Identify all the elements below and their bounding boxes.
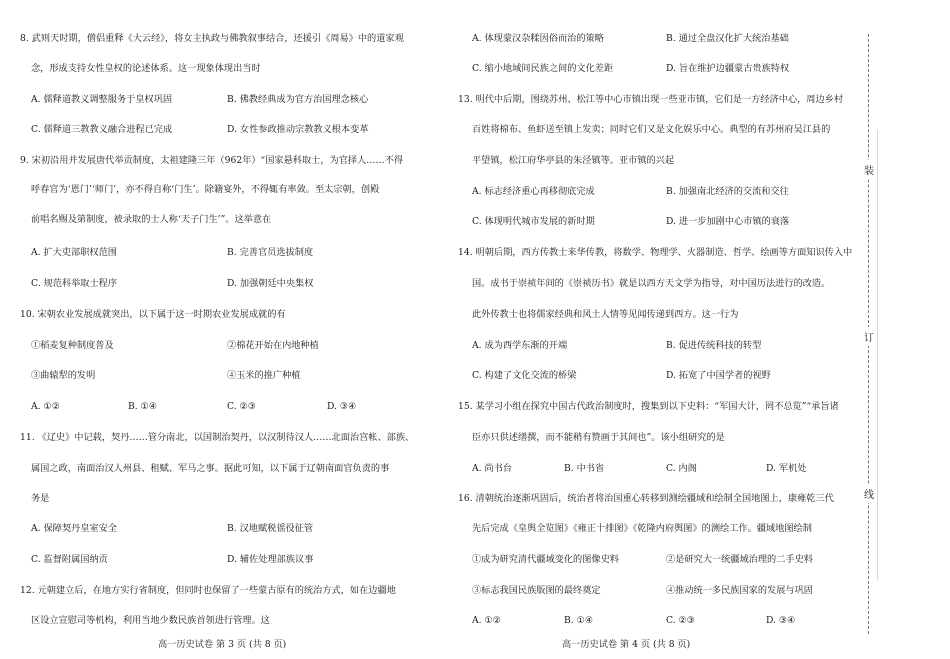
q10-item-1: ①稻麦复种制度普及 xyxy=(31,340,114,351)
q16-item-2: ②是研究大一统疆域治理的二手史料 xyxy=(666,554,813,565)
q13-option-c: C. 体现明代城市发展的新时期 xyxy=(472,216,595,227)
q10-option-c: C. ②③ xyxy=(227,401,257,412)
q8-option-a: A. 儒释道教义调整服务于皇权巩固 xyxy=(31,94,173,105)
q11-stem-line-1: 11. 《辽史》中记载，契丹……管分南北，以国制治契丹，以汉制待汉人……北面治宫帐、部族、 xyxy=(20,432,415,443)
binding-char-ding: 订 xyxy=(864,327,874,346)
margin-guide xyxy=(877,130,878,580)
page-footer-right: 高一历史试卷 第 4 页 (共 8 页) xyxy=(562,639,691,650)
q16-option-b: B. ①④ xyxy=(564,615,594,626)
q16-item-4: ④推动统一多民族国家的发展与巩固 xyxy=(666,585,813,596)
q11-option-c: C. 监督附属国纳贡 xyxy=(31,554,108,565)
q15-option-a: A. 尚书台 xyxy=(472,463,513,474)
q11-stem-line-3: 务是 xyxy=(31,493,50,504)
q15-option-d: D. 军机处 xyxy=(766,463,807,474)
q8-option-d: D. 女性参政推动宗教教义根本变革 xyxy=(227,124,369,135)
q11-option-a: A. 保障契丹皇室安全 xyxy=(31,523,117,534)
q12-option-b: B. 通过全盘汉化扩大统治基础 xyxy=(666,33,789,44)
exam-page-4 xyxy=(440,0,852,659)
q8-stem-line-2: 念，形成支持女性皇权的论述体系。这一现象体现出当时 xyxy=(31,63,261,74)
q14-option-c: C. 构建了文化交流的桥梁 xyxy=(472,370,577,381)
q16-item-3: ③标志我国民族版图的最终奠定 xyxy=(472,585,601,596)
q13-option-b: B. 加强南北经济的交流和交往 xyxy=(666,186,789,197)
q10-item-2: ②棉花开始在内地种植 xyxy=(227,340,319,351)
q9-option-d: D. 加强朝廷中央集权 xyxy=(227,278,314,289)
q13-stem-line-2: 百姓将棉布、鱼虾送至镇上发卖；同时它们又是文化娱乐中心。典型的有苏州府吴江县的 xyxy=(472,124,831,135)
q16-option-c: C. ②③ xyxy=(666,615,696,626)
q15-option-b: B. 中书省 xyxy=(564,463,605,474)
q9-stem-line-3: 前唱名赐及第制度，被录取的士人称‘天子门生’”。这举意在 xyxy=(31,214,272,225)
binding-char-zhuang: 装 xyxy=(864,160,874,179)
q12-stem-line-2: 区设立宣慰司等机构，利用当地少数民族首领进行管理。这 xyxy=(31,615,270,626)
q9-option-a: A. 扩大吏部职权范围 xyxy=(31,247,117,258)
q9-stem-line-2: 呼春官为‘恩门’‘师门’，亦不得自称‘门生’。除籍宴外，不得辄有率敛。至太宗朝，创殿 xyxy=(31,184,380,195)
q12-option-d: D. 旨在维护边疆蒙古贵族特权 xyxy=(666,63,790,74)
q8-option-b: B. 佛教经典成为官方治国理念核心 xyxy=(227,94,369,105)
q15-stem-line-2: 臣亦只供述缮撰，而不能稍有赞画于其间也”。该小组研究的是 xyxy=(472,432,725,443)
q14-option-d: D. 拓宽了中国学者的视野 xyxy=(666,370,771,381)
q15-option-c: C. 内阁 xyxy=(666,463,697,474)
q14-stem-line-1: 14. 明朝后期，西方传教士来华传教，将数学、物理学、火器制造、哲学、绘画等方面知识传入中 xyxy=(458,247,853,258)
q16-option-d: D. ③④ xyxy=(766,615,796,626)
q14-stem-line-3: 此外传教士也将儒家经典和风土人情等见闻传递到西方。这一行为 xyxy=(472,309,739,320)
q11-option-b: B. 汉地赋税徭役征管 xyxy=(227,523,314,534)
q14-stem-line-2: 国。成书于崇祯年间的《崇祯历书》就是以西方天文学为指导，对中国历法进行的改造。 xyxy=(472,278,831,289)
q11-stem-line-2: 属国之政，南面治汉人州县、租赋、军马之事。据此可知，以下属于辽朝南面官负责的事 xyxy=(31,463,390,474)
q9-option-b: B. 完善官员选拔制度 xyxy=(227,247,314,258)
q13-option-d: D. 进一步加剧中心市镇的衰落 xyxy=(666,216,790,227)
q16-item-1: ①成为研究清代疆域变化的图像史料 xyxy=(472,554,619,565)
q8-stem-line-1: 8. 武则天时期，僧侣重释《大云经》，将女主执政与佛教叙事结合，还援引《周易》中的道家观 xyxy=(20,33,404,44)
q16-option-a: A. ①② xyxy=(472,615,501,626)
q14-option-b: B. 促进传统科技的转型 xyxy=(666,340,762,351)
q13-stem-line-3: 平望镇，松江府华亭县的朱泾镇等。亚市镇的兴起 xyxy=(472,155,675,166)
q10-option-a: A. ①② xyxy=(31,401,60,412)
q9-stem-line-1: 9. 宋初沿用并发展唐代举贡制度，太祖建隆三年（962年）“国家悬科取士，为官择人……不得 xyxy=(20,155,404,166)
q10-item-3: ③曲辕犁的发明 xyxy=(31,370,96,381)
q10-option-d: D. ③④ xyxy=(327,401,357,412)
q11-option-d: D. 辅佐处理部族议事 xyxy=(227,554,314,565)
q12-stem-line-1: 12. 元朝建立后，在地方实行省制度，但同时也保留了一些蒙古原有的统治方式，如在边疆地 xyxy=(20,585,396,596)
binding-char-xian: 线 xyxy=(864,484,874,503)
q13-stem-line-1: 13. 明代中后期，围绕苏州、松江等中心市镇出现一些亚市镇，它们是一方经济中心，周边乡村 xyxy=(458,94,844,105)
exam-page-3 xyxy=(0,0,440,659)
q16-stem-line-2: 先后完成《皇舆全览图》《雍正十排图》《乾隆内府舆图》的测绘工作。疆域地图绘制 xyxy=(472,523,812,534)
q8-option-c: C. 儒释道三教教义融合进程已完成 xyxy=(31,124,173,135)
q10-option-b: B. ①④ xyxy=(128,401,158,412)
q12-option-c: C. 缩小地域间民族之间的文化差距 xyxy=(472,63,614,74)
q9-option-c: C. 规范科举取士程序 xyxy=(31,278,118,289)
q14-option-a: A. 成为西学东渐的开端 xyxy=(472,340,568,351)
q12-option-a: A. 体现蒙汉杂糅因俗而治的策略 xyxy=(472,33,604,44)
q10-item-4: ④玉米的推广种植 xyxy=(227,370,301,381)
q13-option-a: A. 标志经济重心再移彻底完成 xyxy=(472,186,595,197)
q15-stem-line-1: 15. 某学习小组在探究中国古代政治制度时，搜集到以下史料：“军国大计，罔不总览”“承旨诸 xyxy=(458,401,839,412)
q10-stem-line-1: 10. 宋朝农业发展成就突出，以下属于这一时期农业发展成就的有 xyxy=(20,309,286,320)
page-footer-left: 高一历史试卷 第 3 页 (共 8 页) xyxy=(158,639,287,650)
q16-stem-line-1: 16. 清朝统治逐渐巩固后，统治者将治国重心转移到测绘疆域和绘制全国地图上，康雍乾三代 xyxy=(458,493,834,504)
